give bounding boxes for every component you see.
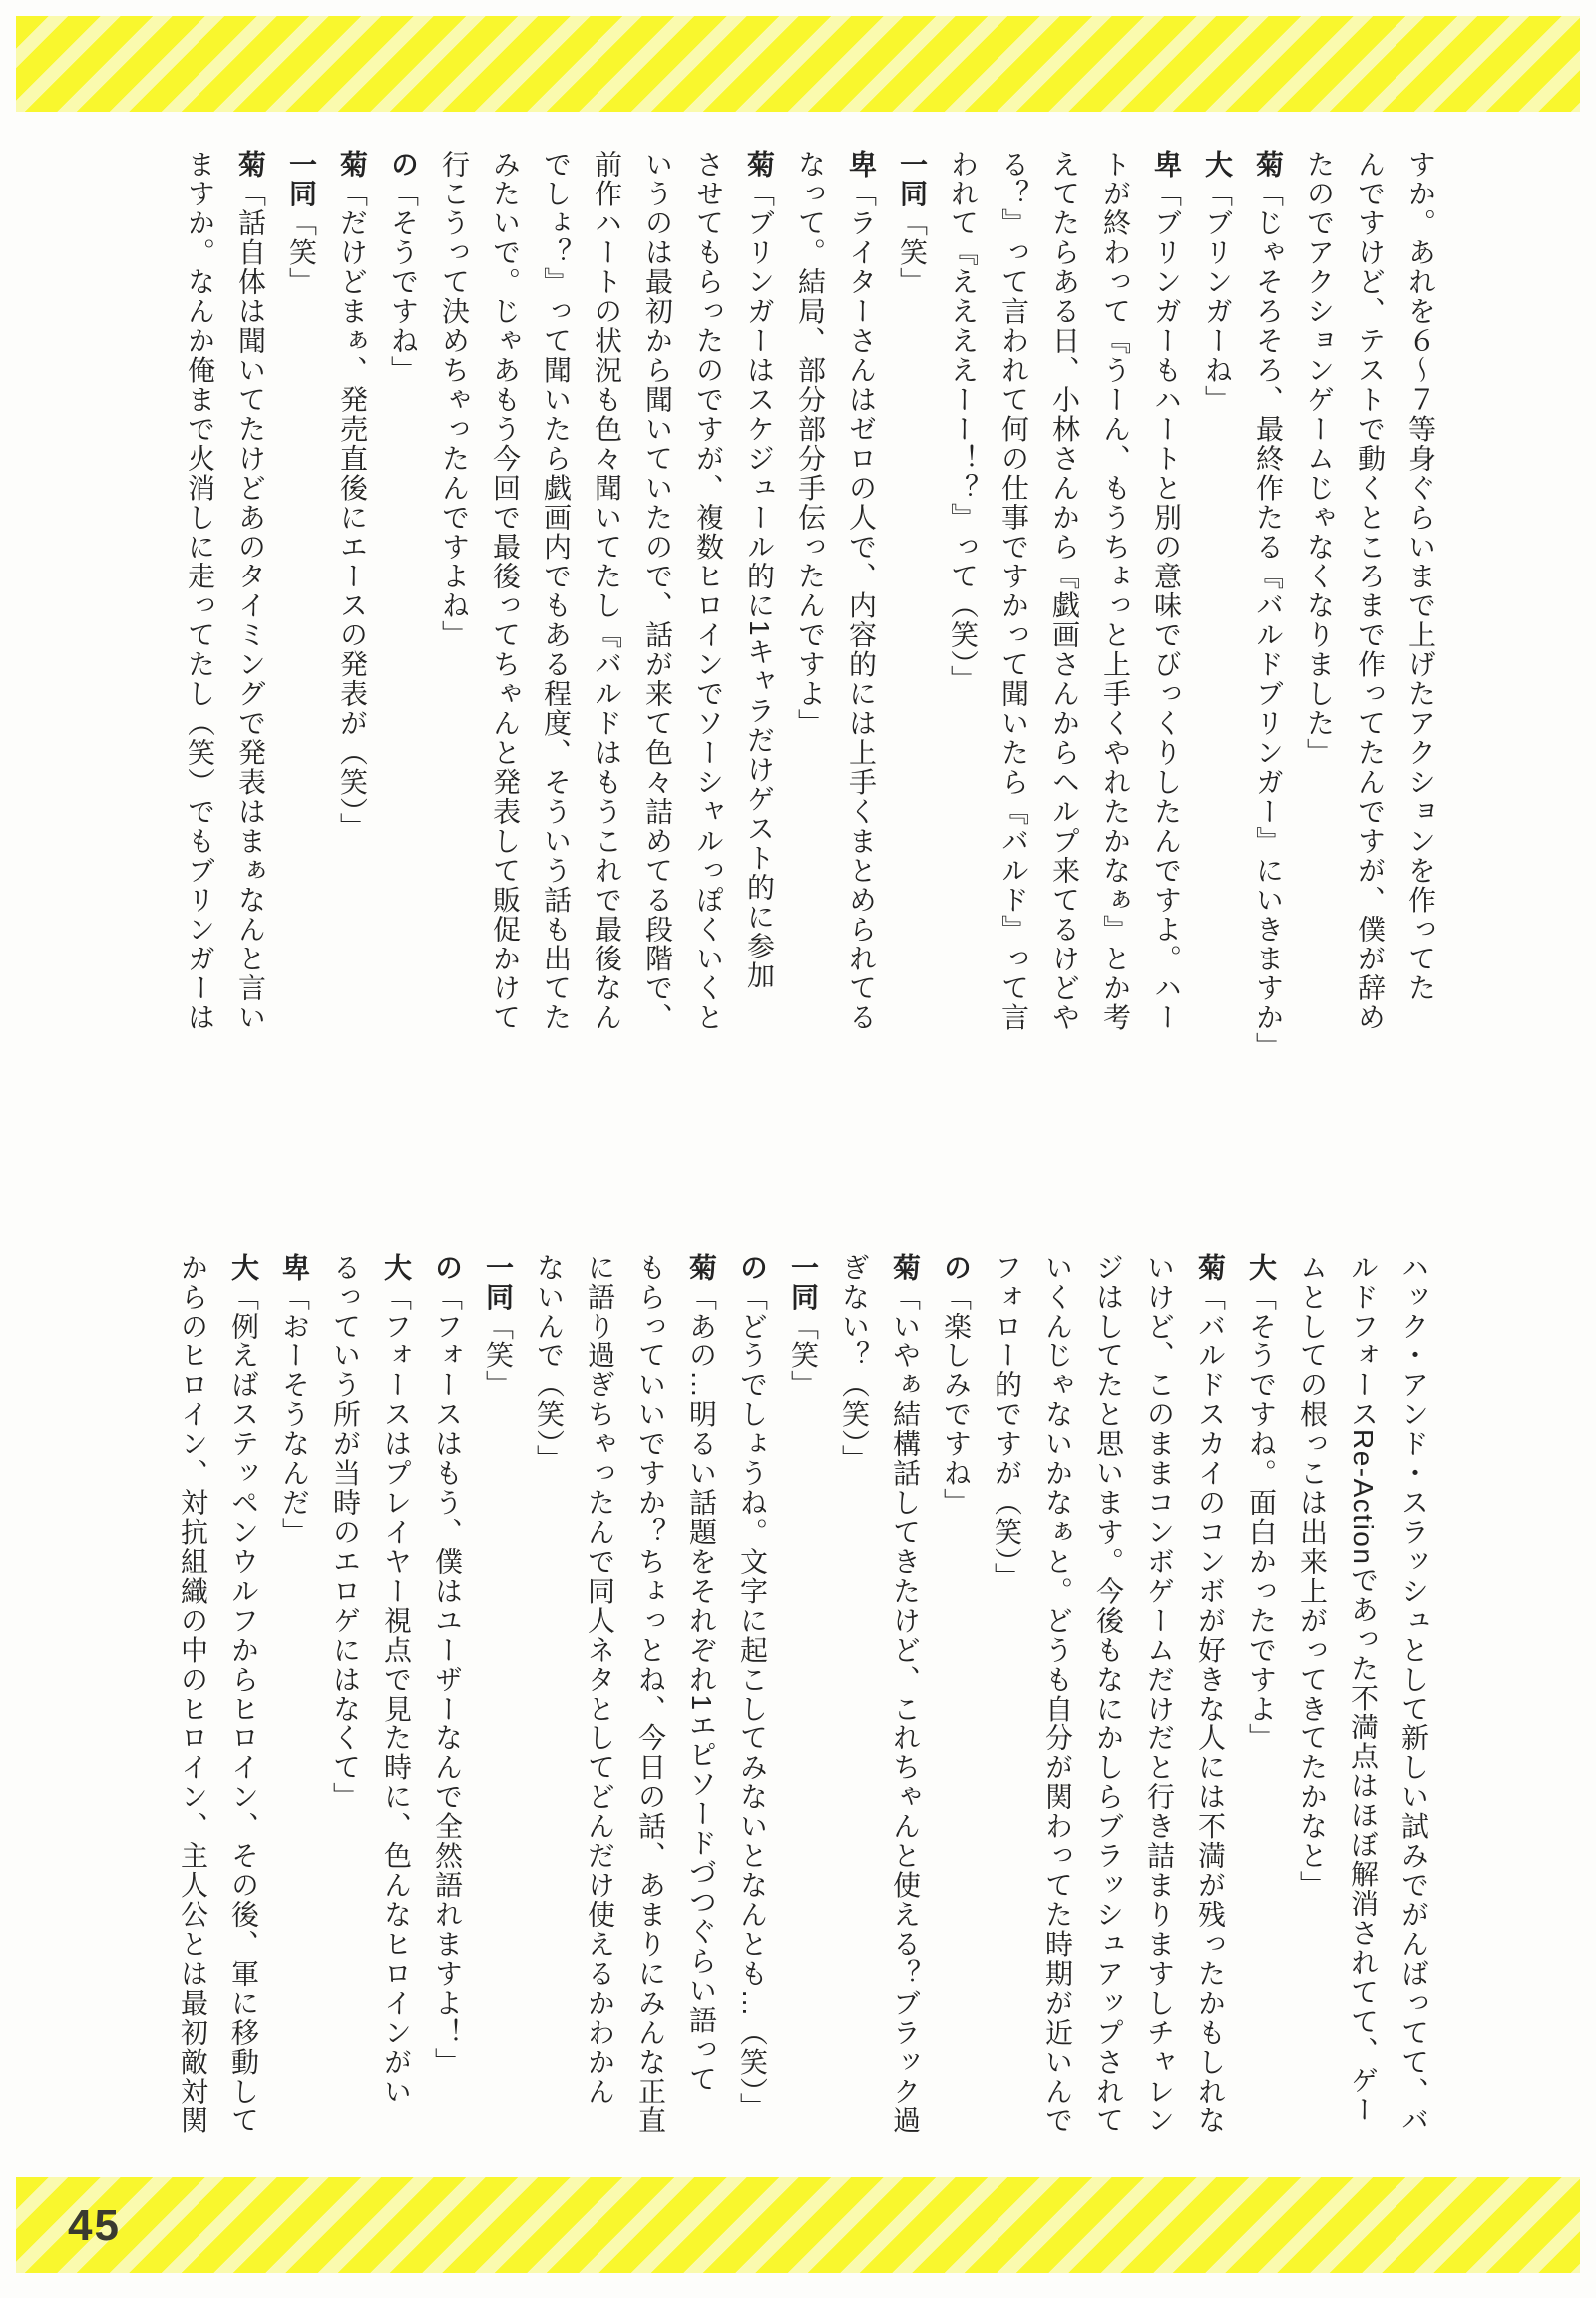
- speaker-label: 一同: [788, 1253, 819, 1312]
- text-column: [473, 1253, 524, 2165]
- speaker-label: 菊: [1195, 1253, 1226, 1283]
- text-column: [531, 150, 582, 1077]
- text-column: [1338, 1253, 1389, 2165]
- top-stripe-bar: [16, 16, 1580, 112]
- bottom-stripe-bar: [16, 2177, 1580, 2273]
- dialogue-text: もらっていいですか？ちょっとね、今日の話、あまりにみんな正直: [635, 1253, 666, 2135]
- dialogue-text: われて『ええええーー！？』って（笑）」: [948, 150, 979, 695]
- speaker-label: 大: [1246, 1253, 1277, 1283]
- dialogue-text: ぎない？（笑）」: [839, 1253, 870, 1474]
- dialogue-text: んですけど、テストで動くところまで作ってたんですが、僕が辞め: [1355, 150, 1386, 1032]
- speaker-label: 大: [1202, 150, 1233, 180]
- text-column: [785, 150, 836, 1077]
- dialogue-text: みたいで。じゃあもう今回で最後ってちゃんと発表して販促かけて: [490, 150, 521, 1032]
- text-column: [1185, 1253, 1236, 2165]
- text-column: [632, 150, 683, 1077]
- text-column: [1090, 150, 1141, 1077]
- text-column: [422, 1253, 473, 2165]
- speaker-label: の: [388, 150, 419, 180]
- dialogue-text: 「楽しみですね」: [941, 1282, 972, 1518]
- speaker-label: 一同: [286, 150, 317, 208]
- dialogue-text: 前作ハートの状況も色々聞いてたし『バルドはもうこれで最後なん: [592, 150, 622, 1032]
- text-column: [1236, 1253, 1287, 2165]
- dialogue-text: るっていう所が当時のエロゲにはなくて」: [330, 1253, 361, 1812]
- dialogue-text: 「おーそうなんだ」: [279, 1282, 310, 1547]
- speaker-label: 菊: [890, 1253, 921, 1283]
- page-number: 45: [68, 2201, 121, 2250]
- speaker-label: 菊: [744, 150, 775, 180]
- dialogue-text: トが終わって『うーん、もうちょっと上手くやれたかなぁ』とか考: [1100, 150, 1131, 1032]
- text-column: [1083, 1253, 1134, 2165]
- dialogue-text: 「どうでしょうね。文字に起こしてみないとなんとも…（笑）」: [737, 1282, 768, 2121]
- text-column: [225, 150, 276, 1077]
- dialogue-text: させてもらったのですが、複数ヒロインでソーシャルっぽくいくと: [693, 150, 724, 1032]
- speaker-label: の: [941, 1253, 972, 1283]
- dialogue-text: すか。あれを６〜７等身ぐらいまで上げたアクションを作ってた: [1405, 150, 1436, 1003]
- text-column: [524, 1253, 575, 2165]
- speaker-label: 大: [228, 1253, 259, 1283]
- text-column: [1192, 150, 1243, 1077]
- text-column: [371, 1253, 422, 2165]
- text-column: [880, 1253, 931, 2165]
- text-column: [327, 150, 378, 1077]
- text-column: [269, 1253, 320, 2165]
- text-column: [989, 150, 1039, 1077]
- dialogue-text: ハック・アンド・スラッシュとして新しい試みでがんばってて、バ: [1398, 1253, 1429, 2135]
- text-column: [727, 1253, 778, 2165]
- dialogue-text: ないんで（笑）」: [534, 1253, 565, 1474]
- dialogue-text: いくんじゃないかなぁと。どうも自分が関わってた時期が近いんで: [1042, 1253, 1073, 2135]
- text-column: [778, 1253, 829, 2165]
- dialogue-text: 「ブリンガーもハートと別の意味でびっくりしたんですよ。ハー: [1151, 179, 1182, 1032]
- text-column: [836, 150, 887, 1077]
- dialogue-text: 「フォースはプレイヤー視点で見た時に、色んなヒロインがい: [381, 1282, 412, 2106]
- text-column: [931, 1253, 982, 2165]
- speaker-label: 一同: [483, 1253, 514, 1312]
- text-column: [480, 150, 531, 1077]
- dialogue-text: えてたらある日、小林さんから『戯画さんからヘルプ来てるけどや: [1049, 150, 1080, 1032]
- text-column: [1134, 1253, 1185, 2165]
- speaker-label: 卑: [279, 1253, 310, 1283]
- dialogue-text: 「じゃそろそろ、最終作たる『バルドブリンガー』にいきますか」: [1253, 179, 1284, 1062]
- dialogue-text: ますか。なんか俺まで火消しに走ってたし（笑）でもブリンガーは: [185, 150, 215, 1032]
- dialogue-text: に語り過ぎちゃったんで同人ネタとしてどんだけ使えるかわかん: [585, 1253, 615, 2106]
- text-column: [1141, 150, 1192, 1077]
- dialogue-text: ムとしての根っこは出来上がってきてたかなと」: [1297, 1253, 1328, 1900]
- dialogue-text: ルドフォースRe-Actionであった不満点はほぼ解消されてて、ゲー: [1348, 1253, 1379, 2124]
- speaker-label: 菊: [686, 1253, 717, 1283]
- interview-block-upper: [175, 150, 1446, 1077]
- text-column: [378, 150, 429, 1077]
- text-column: [734, 150, 785, 1077]
- text-column: [982, 1253, 1032, 2165]
- dialogue-text: 「バルドスカイのコンボが好きな人には不満が残ったかもしれな: [1195, 1282, 1226, 2135]
- dialogue-text: 行こうって決めちゃったんですよね」: [439, 150, 470, 650]
- dialogue-text: いけど、このままコンボゲームだけだと行き詰まりますしチャレン: [1144, 1253, 1175, 2135]
- dialogue-text: 「笑」: [788, 1312, 819, 1400]
- dialogue-text: 「例えばステッペンウルフからヒロイン、その後、軍に移動して: [228, 1282, 259, 2135]
- dialogue-text: 「そうですね。面白かったですよ」: [1246, 1282, 1277, 1753]
- dialogue-text: フォロー的ですが（笑）」: [992, 1253, 1022, 1592]
- speaker-label: 大: [381, 1253, 412, 1283]
- dialogue-text: 「そうですね」: [388, 179, 419, 385]
- text-column: [276, 150, 327, 1077]
- interview-block-lower: [168, 1253, 1439, 2165]
- speaker-label: 卑: [846, 150, 877, 180]
- dialogue-text: 「笑」: [483, 1312, 514, 1400]
- text-column: [1039, 150, 1090, 1077]
- text-column: [1389, 1253, 1439, 2165]
- text-column: [582, 150, 632, 1077]
- text-column: [676, 1253, 727, 2165]
- dialogue-text: なって。結局、部分部分手伝ったんですよ」: [795, 150, 826, 738]
- dialogue-text: いうのは最初から聞いていたので、話が来て色々詰めてる段階で、: [642, 150, 673, 1032]
- dialogue-text: たのでアクションゲームじゃなくなりました」: [1304, 150, 1335, 768]
- text-column: [218, 1253, 269, 2165]
- text-column: [683, 150, 734, 1077]
- speaker-label: の: [737, 1253, 768, 1283]
- text-column: [1345, 150, 1396, 1077]
- speaker-label: 一同: [897, 150, 928, 208]
- speaker-label: 菊: [235, 150, 266, 180]
- text-column: [887, 150, 938, 1077]
- speaker-label: 卑: [1151, 150, 1182, 180]
- dialogue-text: 「笑」: [897, 208, 928, 297]
- dialogue-text: 「ライターさんはゼロの人で、内容的には上手くまとめられてる: [846, 179, 877, 1032]
- dialogue-text: でしょ？』って聞いたら戯画内でもある程度、そういう話も出てた: [541, 150, 572, 1032]
- dialogue-text: からのヒロイン、対抗組織の中のヒロイン、主人公とは最初敵対関: [178, 1253, 208, 2135]
- text-column: [1243, 150, 1294, 1077]
- speaker-label: の: [432, 1253, 463, 1283]
- speaker-label: 菊: [337, 150, 368, 180]
- text-column: [938, 150, 989, 1077]
- text-column: [1032, 1253, 1083, 2165]
- text-column: [829, 1253, 880, 2165]
- dialogue-text: 「あの…明るい話題をそれぞれ1エピソードづつぐらい語って: [686, 1282, 717, 2095]
- dialogue-text: 「ブリンガーね」: [1202, 179, 1233, 415]
- text-column: [575, 1253, 625, 2165]
- dialogue-text: 「いやぁ結構話してきたけど、これちゃんと使える？ブラック過: [890, 1282, 921, 2135]
- dialogue-text: ジはしてたと思います。今後もなにかしらブラッシュアップされて: [1093, 1253, 1124, 2135]
- text-column: [1287, 1253, 1338, 2165]
- dialogue-text: 「笑」: [286, 208, 317, 297]
- text-column: [1294, 150, 1345, 1077]
- text-column: [1396, 150, 1446, 1077]
- text-column: [168, 1253, 218, 2165]
- text-column: [429, 150, 480, 1077]
- dialogue-text: 「だけどまぁ、発売直後にエースの発表が（笑）」: [337, 179, 368, 842]
- dialogue-text: 「ブリンガーはスケジュール的に1キャラだけゲスト的に参加: [744, 179, 775, 991]
- text-column: [320, 1253, 371, 2165]
- speaker-label: 菊: [1253, 150, 1284, 180]
- dialogue-text: 「話自体は聞いてたけどあのタイミングで発表はまぁなんと言い: [235, 179, 266, 1032]
- dialogue-text: る？』って言われて何の仕事ですかって聞いたら『バルド』って言: [998, 150, 1029, 1032]
- text-column: [625, 1253, 676, 2165]
- text-column: [175, 150, 225, 1077]
- dialogue-text: 「フォースはもう、僕はユーザーなんで全然語れますよ！」: [432, 1282, 463, 2077]
